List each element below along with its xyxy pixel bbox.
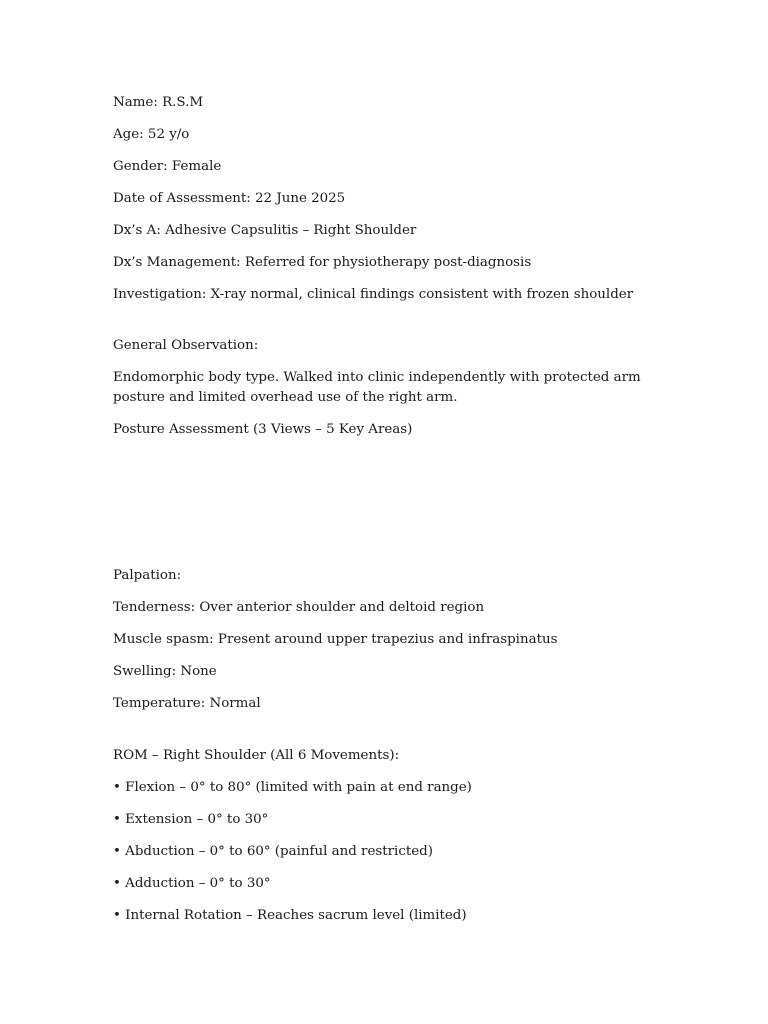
diagnosis: Dx’s A: Adhesive Capsulitis – Right Shoulder [113, 223, 417, 238]
patient-age: Age: 52 y/o [113, 127, 190, 142]
posture-assessment-heading: Posture Assessment (3 Views – 5 Key Areas) [113, 422, 413, 437]
patient-gender: Gender: Female [113, 159, 222, 174]
general-observation-heading: General Observation: [113, 338, 259, 353]
patient-name: Name: R.S.M [113, 95, 204, 110]
rom-heading: ROM – Right Shoulder (All 6 Movements): [113, 748, 400, 763]
rom-item-internal-rotation: • Internal Rotation – Reaches sacrum level (limited) [113, 908, 467, 923]
palpation-muscle-spasm: Muscle spasm: Present around upper trapezius and infraspinatus [113, 632, 558, 647]
general-observation-text: Endomorphic body type. Walked into clinic independently with protected arm posture and limited overhead use of the right arm. [113, 370, 641, 405]
palpation-tenderness: Tenderness: Over anterior shoulder and deltoid region [113, 600, 485, 615]
palpation-heading: Palpation: [113, 568, 182, 583]
rom-item-abduction: • Abduction – 0° to 60° (painful and restricted) [113, 844, 433, 859]
investigation: Investigation: X-ray normal, clinical findings consistent with frozen shoulder [113, 287, 634, 302]
palpation-temperature: Temperature: Normal [113, 696, 261, 711]
rom-item-extension: • Extension – 0° to 30° [113, 812, 269, 827]
assessment-date: Date of Assessment: 22 June 2025 [113, 191, 346, 206]
palpation-swelling: Swelling: None [113, 664, 217, 679]
rom-item-flexion: • Flexion – 0° to 80° (limited with pain at end range) [113, 780, 472, 795]
diagnosis-management: Dx’s Management: Referred for physiotherapy post-diagnosis [113, 255, 532, 270]
rom-item-adduction: • Adduction – 0° to 30° [113, 876, 271, 891]
